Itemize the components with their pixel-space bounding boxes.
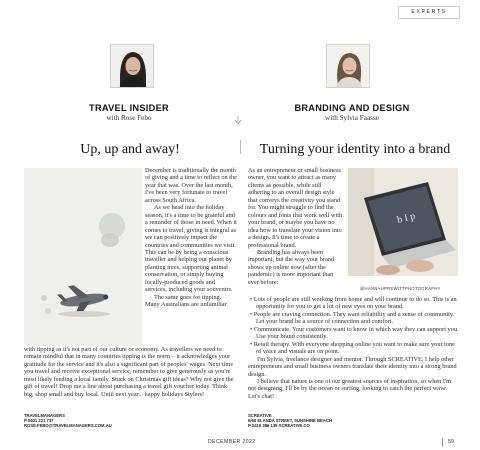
section-name: BRANDING AND DESIGN	[294, 103, 410, 113]
paragraph: with tipping as it's not part of our culture or economy. As travellers we need to remain mindful that in many countries tipping is the norm – it acknowledges your gratitude for the service and it's also a significant part of peoples' wages. Next time you travel and receive exceptional service, remember to give generously as you're most likely feeding a local family. Stuck on Christmas gift ideas? Why not give the gift of travel! Drop me a line about purchasing a travel gift voucher today. Think big, shop small and buy local. Until next year... happy holidays Stylers!	[24, 346, 234, 398]
contact-company: SCREATIVE	[248, 413, 272, 418]
bullet-item: • Lots of people are still working from home and will continue to do so. This is an opportunity for you to get a lot of new eyes on your brand.	[250, 296, 457, 311]
author-portrait-rose	[110, 44, 154, 88]
article-body-left-continued	[24, 346, 237, 398]
paragraph: I'm Sylvia, freelance designer and mentor. Through SCREATIVE, I help other entrepreneurs and small business owners translate their identity into a strong brand design.	[248, 355, 457, 378]
paragraph: I believe that nature is one of our greatest sources of inspiration, so when I'm not designing, I'll be by the ocean or surfing, looking to catch the perfect wave. Let's chat!	[248, 377, 452, 400]
article-headline: Up, up and away!	[80, 142, 180, 157]
bullet-item: • People are craving connection. They want reliability and a sense of community. Let your brand be a source of connection and comfort.	[250, 310, 455, 326]
column-divider-chevron-icon	[233, 113, 243, 123]
section-tag: EXPERTS	[398, 6, 460, 19]
paragraph: The same goes for tipping. Many Australians are unfamiliar	[145, 293, 227, 309]
author-byline: with Sylvia Faasse	[325, 114, 379, 122]
author-portrait-sylvia	[326, 44, 370, 88]
toy-airplane-photo	[24, 168, 142, 346]
contact-company: TRAVELMANAGERS	[24, 413, 65, 418]
travel-insider-heading	[24, 103, 234, 122]
contact-block-left	[24, 413, 112, 429]
paragraph: As we head into the holiday season, it's a time to be grateful and a reminder of those in need. When it comes to travel, giving is integral as we can positively impact the countries and communities we visit. This can be by being a conscious traveller and helping our planet by planting trees, supporting animal conservation, or simply buying locally-produced goods and services, including your souvenirs.	[145, 204, 237, 294]
photo-credit: @HANNAHPREWITTPHOTOGRAPHY	[360, 286, 441, 291]
branding-heading	[247, 103, 457, 122]
contact-email-link[interactable]: ROSE.FEBO@TRAVELMANAGERS.COM.AU	[24, 423, 112, 429]
section-name: TRAVEL INSIDER	[89, 103, 169, 113]
column-divider	[240, 140, 241, 154]
svg-text:b I p: b I p	[396, 210, 417, 226]
contact-phone: P 0401 221 737	[24, 418, 54, 424]
article-body-right-continued	[248, 296, 460, 400]
page-number: 59	[448, 439, 454, 445]
contact-phone-website[interactable]: P 0415 386 135 SCREATIVE.CO	[248, 423, 310, 429]
article-headline: Turning your identity into a brand	[259, 142, 451, 157]
article-body-right	[248, 167, 345, 286]
footer-divider	[442, 438, 443, 447]
paragraph: As an entrepreneur or small business owner, you want to attract as many clients as possible, while still adhering to an overall design style that conveys the creativity you stand for. You might struggle to find the colours and fonts that work well with your brand, or maybe you have no idea how to translate your vision into a design. It's time to create a professional brand.	[248, 167, 343, 249]
paragraph: December is traditionally the month of giving and a time to reflect on the year that was. Over the last month, I've been very fortunate to travel across South Africa.	[145, 167, 237, 204]
article-body-left	[145, 167, 237, 309]
issue-month: DECEMBER 2022	[208, 439, 256, 445]
contact-block-right	[248, 413, 332, 429]
bullet-item: • Communicate. Your customers want to know in which way they can support you. Use your brand consistently.	[250, 325, 459, 341]
contact-address: 6/60 ELANDA STREET, SUNSHINE BEACH	[248, 418, 332, 424]
laptop-photo	[348, 168, 458, 276]
bullet-item: • Retail therapy. With everyone shopping online you want to make sure your tone of voice and visuals are on point.	[250, 340, 455, 356]
author-byline: with Rose Febo	[106, 114, 152, 122]
paragraph: Branding has always been important, but the way your brand shows up online now (after the pandemic) is more important than ever before:	[248, 248, 335, 286]
